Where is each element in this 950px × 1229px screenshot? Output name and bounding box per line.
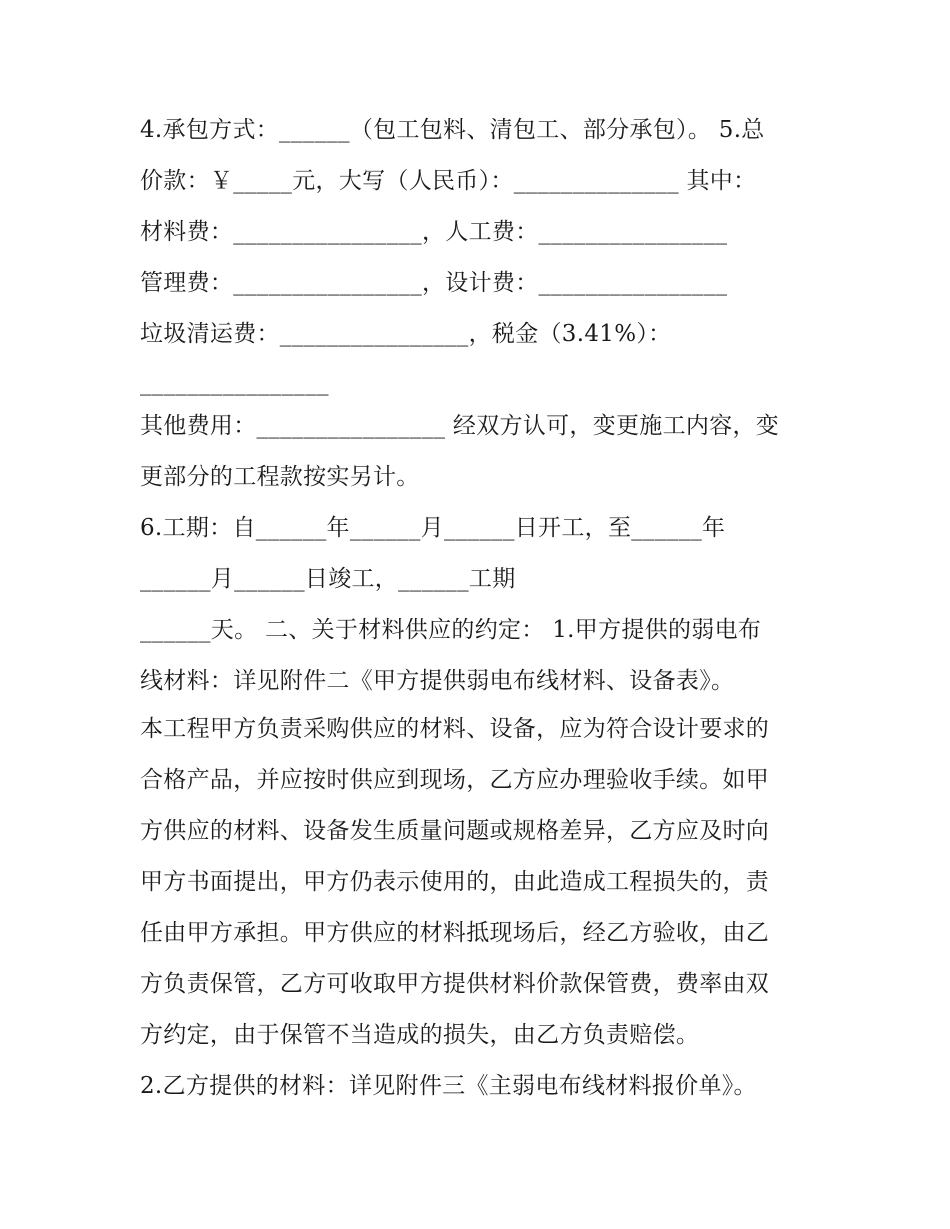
text-line: 价款：￥_____元，大写（人民币）：______________ 其中： bbox=[140, 168, 757, 194]
text-line: 方供应的材料、设备发生质量问题或规格差异，乙方应及时向 bbox=[140, 818, 770, 844]
text-line: ________________ bbox=[140, 370, 329, 396]
text-line: 本工程甲方负责采购供应的材料、设备，应为符合设计要求的 bbox=[140, 716, 770, 742]
text-line: 6.工期：自______年______月______日开工，至______年 bbox=[140, 515, 726, 541]
text-line: 更部分的工程款按实另计。 bbox=[140, 464, 420, 490]
text-line: ______天。 二、关于材料供应的约定： 1.甲方提供的弱电布 bbox=[140, 617, 762, 643]
text-line: 垃圾清运费：________________，税金（3.41%）： bbox=[140, 321, 672, 347]
text-line: 方约定，由于保管不当造成的损失，由乙方负责赔偿。 bbox=[140, 1022, 700, 1048]
text-line: ______月______日竣工，______工期 bbox=[140, 566, 516, 592]
text-line: 线材料：详见附件二《甲方提供弱电布线材料、设备表》。 bbox=[140, 668, 735, 694]
text-line: 合格产品，并应按时供应到现场，乙方应办理验收手续。如甲 bbox=[140, 767, 770, 793]
text-line: 任由甲方承担。甲方供应的材料抵现场后，经乙方验收，由乙 bbox=[140, 920, 770, 946]
text-line: 方负责保管，乙方可收取甲方提供材料价款保管费，费率由双 bbox=[140, 971, 770, 997]
text-line: 2.乙方提供的材料：详见附件三《主弱电布线材料报价单》。 bbox=[140, 1073, 757, 1099]
text-line: 材料费：________________，人工费：________________ bbox=[140, 219, 728, 245]
text-line: 甲方书面提出，甲方仍表示使用的，由此造成工程损失的，责 bbox=[140, 869, 770, 895]
text-line: 其他费用：________________ 经双方认可，变更施工内容，变 bbox=[140, 413, 780, 439]
text-line: 4.承包方式：______（包工包料、清包工、部分承包）。 5.总 bbox=[140, 117, 765, 143]
text-line: 管理费：________________，设计费：________________ bbox=[140, 270, 728, 296]
